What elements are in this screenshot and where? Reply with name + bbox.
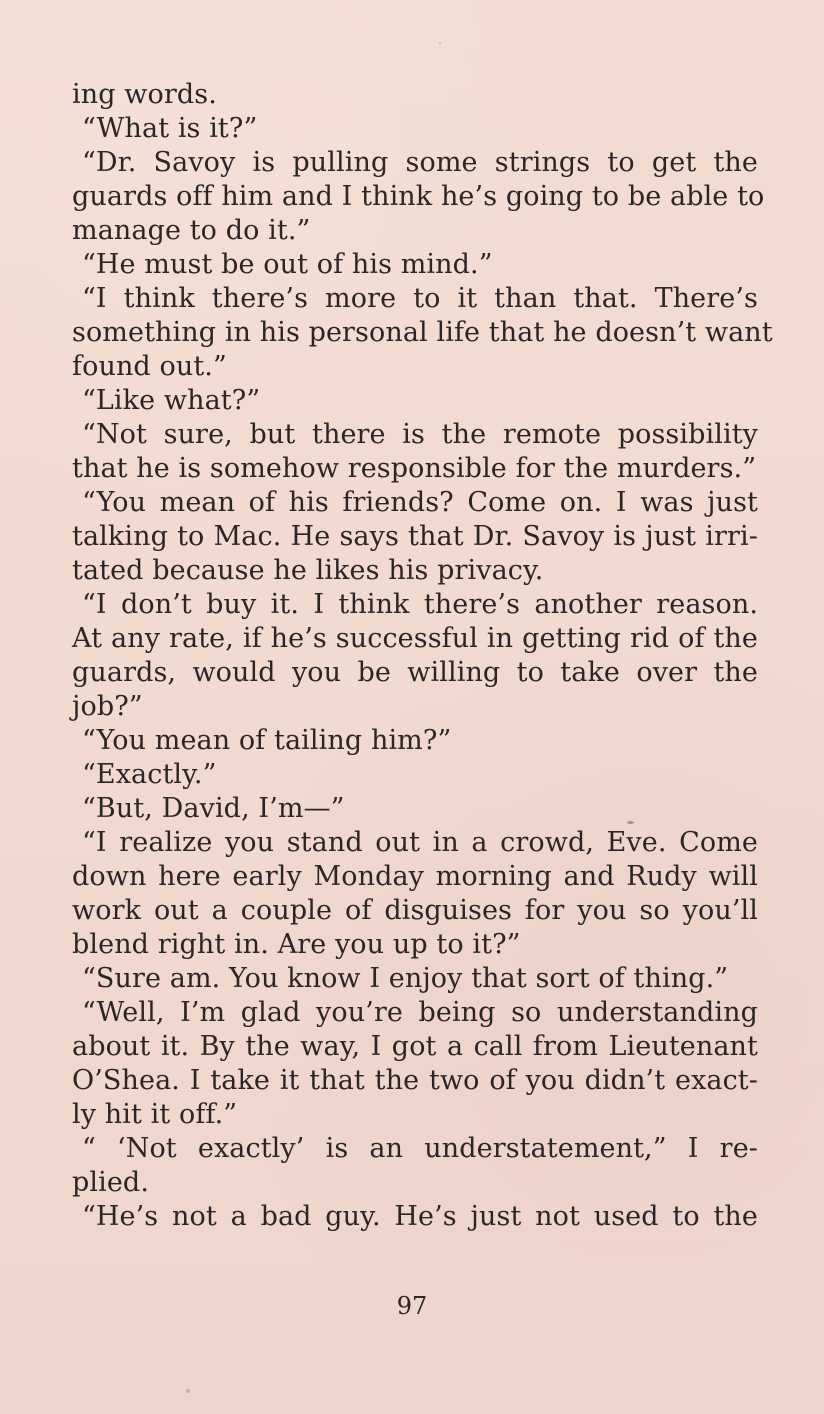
- text-line: down here early Monday morning and Rudy will: [72, 861, 758, 892]
- text-line: “You mean of tailing him?”: [82, 725, 452, 756]
- text-line: “You mean of his friends? Come on. I was just: [82, 487, 758, 518]
- paper-speck: [627, 821, 634, 824]
- text-line: O’Shea. I take it that the two of you didn’t exact-: [72, 1065, 758, 1096]
- text-line: talking to Mac. He says that Dr. Savoy is just irri-: [72, 521, 758, 552]
- text-line: ly hit it off.”: [72, 1099, 238, 1130]
- text-line: “I don’t buy it. I think there’s another reason.: [82, 589, 758, 620]
- page-number: 97: [396, 1292, 428, 1320]
- text-line: guards off him and I think he’s going to be able to: [72, 181, 765, 212]
- text-line: “ ‘Not exactly’ is an understatement,” I re-: [82, 1133, 758, 1164]
- text-line: ing words.: [72, 79, 217, 110]
- text-line: plied.: [72, 1167, 149, 1198]
- text-line: job?”: [72, 691, 143, 722]
- paper-speck: [186, 1389, 190, 1393]
- text-line: “What is it?”: [82, 113, 258, 144]
- text-line: “Well, I’m glad you’re being so understanding: [82, 997, 758, 1028]
- text-line: guards, would you be willing to take over the: [72, 657, 758, 688]
- text-line: about it. By the way, I got a call from Lieutenant: [72, 1031, 758, 1062]
- text-line: tated because he likes his privacy.: [72, 555, 544, 586]
- text-line: manage to do it.”: [72, 215, 311, 246]
- text-line: “Exactly.”: [82, 759, 217, 790]
- text-line: work out a couple of disguises for you so you’ll: [72, 895, 758, 926]
- text-line: “Not sure, but there is the remote possibility: [82, 419, 758, 450]
- text-line: “Sure am. You know I enjoy that sort of thing.”: [82, 963, 729, 994]
- text-line: blend right in. Are you up to it?”: [72, 929, 521, 960]
- text-line: At any rate, if he’s successful in getting rid of the: [72, 623, 758, 654]
- body-text: [72, 78, 773, 1234]
- text-line: found out.”: [72, 351, 227, 382]
- paper-speck: [439, 42, 441, 44]
- text-line: “Dr. Savoy is pulling some strings to get the: [82, 147, 758, 178]
- text-line: “I think there’s more to it than that. There’s: [82, 283, 758, 314]
- text-line: that he is somehow responsible for the murders.”: [72, 453, 757, 484]
- text-line: “I realize you stand out in a crowd, Eve. Come: [82, 827, 758, 858]
- text-line: “But, David, I’m—”: [82, 793, 345, 824]
- text-line: something in his personal life that he doesn’t want: [72, 317, 773, 348]
- text-line: “Like what?”: [82, 385, 261, 416]
- text-line: “He must be out of his mind.”: [82, 249, 493, 280]
- text-line: “He’s not a bad guy. He’s just not used to the: [82, 1201, 758, 1232]
